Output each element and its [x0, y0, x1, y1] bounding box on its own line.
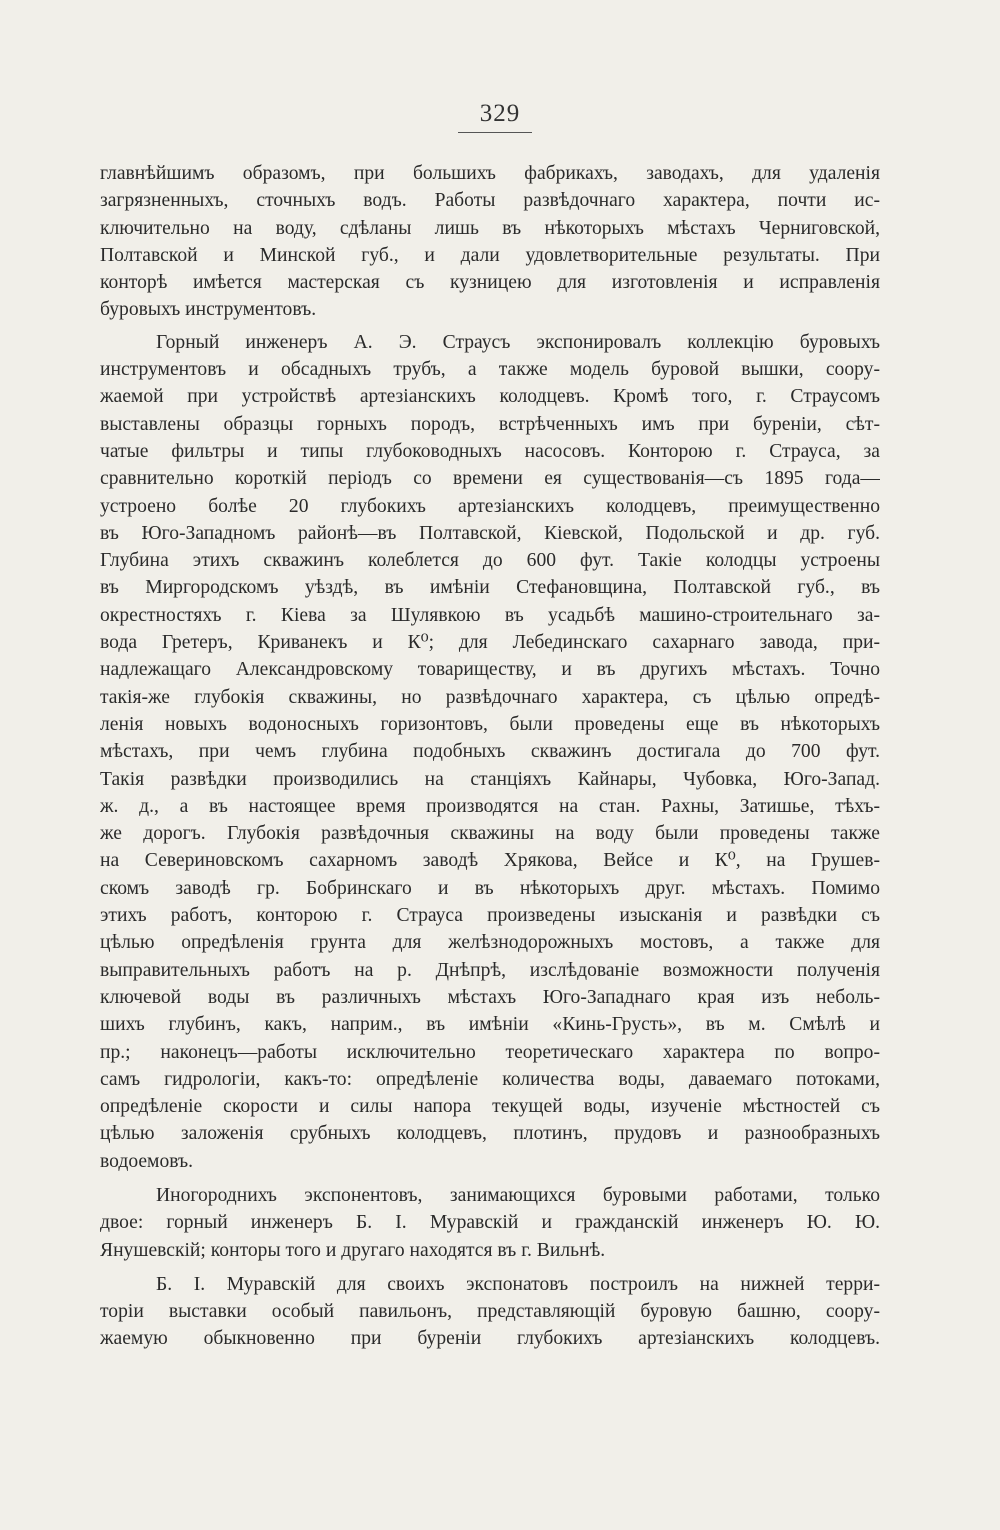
paragraph-4 — [100, 1271, 880, 1353]
text-line: Полтавской и Минской губ., и дали удовлетворительные результаты. При — [100, 244, 880, 266]
paragraph-1 — [100, 160, 880, 324]
text-line: самъ гидрологіи, какъ-то: опредѣленіе количества воды, даваемаго потоками, — [100, 1068, 880, 1090]
text-line: буровыхъ инструментовъ. — [100, 299, 317, 321]
text-line: жаемую обыкновенно при буреніи глубокихъ артезіанскихъ колодцевъ. — [100, 1328, 880, 1350]
text-line: устроено болѣе 20 глубокихъ артезіанскихъ колодцевъ, преимущественно — [100, 495, 880, 517]
text-line: главнѣйшимъ образомъ, при большихъ фабрикахъ, заводахъ, для удаленія — [100, 163, 880, 184]
page-number-rule — [458, 132, 532, 133]
text-line: торіи выставки особый павильонъ, представляющій буровую башню, соору- — [100, 1301, 880, 1323]
text-line: окрестностяхъ г. Кіева за Шулявкою въ усадьбѣ машино-строительнаго за- — [100, 604, 880, 626]
text-line: выставлены образцы горныхъ породъ, встрѣченныхъ имъ при буреніи, сѣт- — [100, 413, 880, 435]
text-line: вода Гретеръ, Криванекъ и К⁰; для Лебединскаго сахарнаго завода, при- — [100, 632, 880, 654]
text-line: жаемой при устройствѣ артезіанскихъ колодцевъ. Кромѣ того, г. Страусомъ — [100, 386, 880, 408]
text-line: чатые фильтры и типы глубоководныхъ насосовъ. Конторою г. Страуса, за — [100, 440, 880, 462]
text-line: ключевой воды въ различныхъ мѣстахъ Юго-Западнаго края изъ неболь- — [100, 986, 880, 1008]
text-line: опредѣленіе скорости и силы напора текущей воды, изученіе мѣстностей съ — [100, 1096, 880, 1118]
text-line: ключительно на воду, сдѣланы лишь въ нѣкоторыхъ мѣстахъ Черниговской, — [100, 217, 880, 239]
text-line: конторѣ имѣется мастерская съ кузницею для изготовленія и исправленія — [100, 272, 880, 294]
text-line: мѣстахъ, при чемъ глубина подобныхъ скважинъ достигала до 700 фут. — [100, 741, 880, 763]
body-text — [100, 160, 880, 1353]
text-line: же дорогъ. Глубокія развѣдочныя скважины на воду были проведены также — [100, 823, 880, 845]
text-line: цѣлью заложенія срубныхъ колодцевъ, плотинъ, прудовъ и разнообразныхъ — [100, 1123, 880, 1145]
text-line: Б. І. Муравскій для своихъ экспонатовъ построилъ на нижней терри- — [156, 1273, 880, 1295]
text-line: выправительныхъ работъ на р. Днѣпрѣ, изслѣдованіе возможности полученія — [100, 959, 880, 981]
text-line: Иногороднихъ экспонентовъ, занимающихся буровыми работами, только — [156, 1184, 880, 1206]
text-line: водоемовъ. — [100, 1150, 194, 1172]
paragraph-2 — [100, 329, 880, 1175]
paragraph-gap — [100, 1175, 880, 1182]
text-line: скомъ заводѣ гр. Бобринскаго и въ нѣкоторыхъ друг. мѣстахъ. Помимо — [100, 877, 880, 899]
text-line: Глубина этихъ скважинъ колеблется до 600 фут. Такіе колодцы устроены — [100, 550, 880, 572]
text-line: надлежащаго Александровскому товариществу, и въ другихъ мѣстахъ. Точно — [100, 659, 880, 681]
page-number: 329 — [479, 100, 521, 127]
paragraph-3 — [100, 1182, 880, 1264]
text-line: Янушевскій; конторы того и другаго находятся въ г. Вильнѣ. — [100, 1239, 606, 1261]
text-line: Горный инженеръ А. Э. Страусъ экспонировалъ коллекцію буровыхъ — [156, 331, 880, 353]
text-line: этихъ работъ, конторою г. Страуса произведены изысканія и развѣдки съ — [100, 905, 880, 927]
text-line: Такія развѣдки производились на станціяхъ Кайнары, Чубовка, Юго-Запад. — [100, 768, 880, 790]
text-line: цѣлью опредѣленія грунта для желѣзнодорожныхъ мостовъ, а также для — [100, 932, 880, 954]
text-line: ж. д., а въ настоящее время производятся на стан. Рахны, Затишье, тѣхъ- — [100, 795, 880, 817]
text-line: въ Миргородскомъ уѣздѣ, въ имѣніи Стефановщина, Полтавской губ., въ — [100, 577, 880, 599]
text-line: двое: горный инженеръ Б. І. Муравскій и гражданскій инженеръ Ю. Ю. — [100, 1212, 880, 1234]
text-line: загрязненныхъ, сточныхъ водъ. Работы развѣдочнаго характера, почти ис- — [100, 190, 880, 212]
text-line: ленія новыхъ водоносныхъ горизонтовъ, были проведены еще въ нѣкоторыхъ — [100, 713, 880, 735]
text-line: сравнительно короткій періодъ со времени ея существованія—съ 1895 года— — [100, 468, 880, 490]
text-line: инструментовъ и обсадныхъ трубъ, а также модель буровой вышки, соору- — [100, 359, 880, 381]
paragraph-gap — [100, 1264, 880, 1271]
text-line: такія-же глубокія скважины, но развѣдочнаго характера, съ цѣлью опредѣ- — [100, 686, 880, 708]
text-line: шихъ глубинъ, какъ, наприм., въ имѣніи «Кинь-Грусть», въ м. Смѣлѣ и — [100, 1014, 880, 1036]
text-line: на Севериновскомъ сахарномъ заводѣ Хрякова, Вейсе и К⁰, на Грушев- — [100, 850, 880, 872]
text-line: въ Юго-Западномъ районѣ—въ Полтавской, Кіевской, Подольской и др. губ. — [100, 522, 880, 544]
text-line: пр.; наконецъ—работы исключительно теоретическаго характера по вопро- — [100, 1041, 880, 1063]
